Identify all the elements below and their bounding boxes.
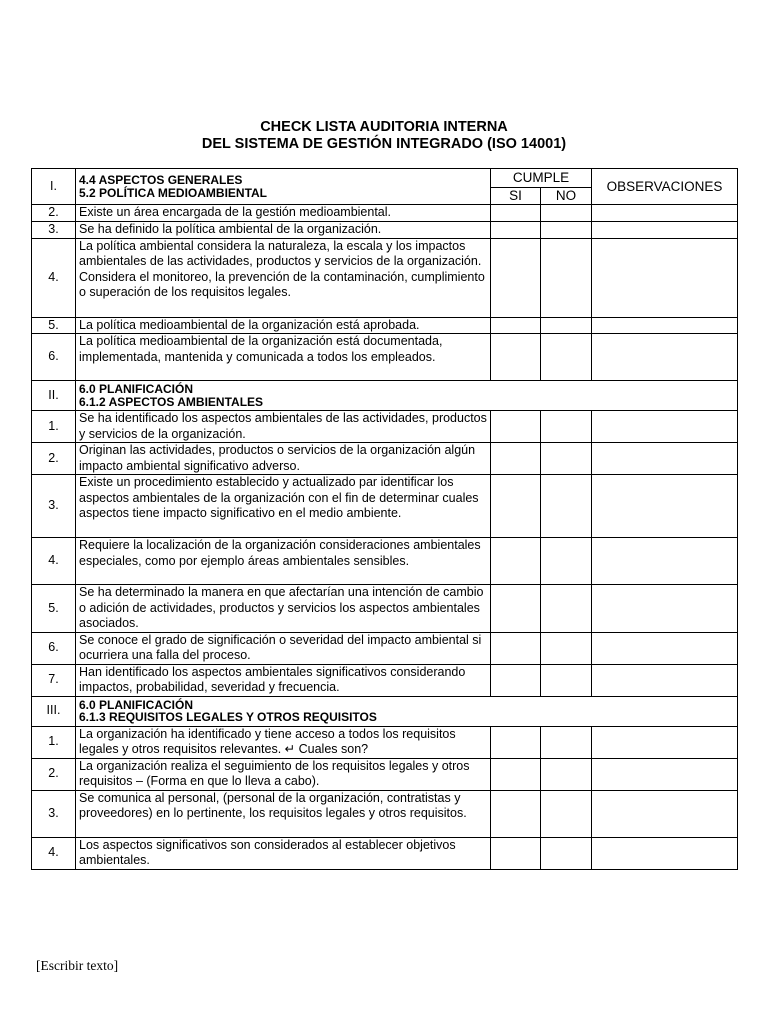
item-number: 3. [32,222,76,239]
no-cell[interactable] [541,205,592,222]
cumple-header: CUMPLE [491,169,592,188]
observaciones-cell[interactable] [592,664,738,696]
checklist-row [32,334,738,381]
footer-placeholder-text: [Escribir texto] [36,958,119,973]
item-question: Han identificado los aspectos ambientales significativos considerando impactos, probabilidad, severidad y frecuencia. [76,664,491,696]
item-question: Se conoce el grado de significación o severidad del impacto ambiental si ocurriera una falla del proceso. [76,632,491,664]
item-number: 4. [32,538,76,585]
item-question: Existe un procedimiento establecido y actualizado par identificar los aspectos ambientales de la organización con el fin de determinar cuales aspectos tiene impacto significativo en el medio ambiente. [76,475,491,538]
checklist-row [32,317,738,334]
item-question: Se ha determinado la manera en que afectarían una intención de cambio o adición de actividades, productos y servicios los aspectos ambientales asociados. [76,585,491,633]
section-title-cell [76,696,738,726]
checklist-row [32,222,738,239]
si-cell[interactable] [491,632,541,664]
item-question: Se ha definido la política ambiental de la organización. [76,222,491,239]
checklist-row [32,837,738,869]
no-cell[interactable] [541,475,592,538]
checklist-row [32,411,738,443]
item-number: 3. [32,790,76,837]
item-question: Los aspectos significativos son considerados al establecer objetivos ambientales. [76,837,491,869]
si-cell[interactable] [491,837,541,869]
observaciones-cell[interactable] [592,411,738,443]
observaciones-cell[interactable] [592,632,738,664]
checklist-row [32,585,738,633]
item-number: 6. [32,632,76,664]
checklist-row [32,664,738,696]
audit-checklist-table [31,168,738,870]
checklist-row [32,538,738,585]
si-cell[interactable] [491,664,541,696]
no-cell[interactable] [541,837,592,869]
observaciones-header: OBSERVACIONES [592,169,738,205]
item-number: 2. [32,443,76,475]
no-header: NO [541,188,592,205]
item-question: La organización ha identificado y tiene acceso a todos los requisitos legales y otros requisitos relevantes. ↵ Cuales son? [76,726,491,758]
section-row [32,381,738,411]
si-cell[interactable] [491,475,541,538]
observaciones-cell[interactable] [592,443,738,475]
item-number: 2. [32,758,76,790]
item-question: Se comunica al personal, (personal de la organización, contratistas y proveedores) en lo pertinente, los requisitos legales y otros requisitos. [76,790,491,837]
no-cell[interactable] [541,726,592,758]
checklist-row [32,205,738,222]
item-number: 2. [32,205,76,222]
checklist-row [32,726,738,758]
item-question: Existe un área encargada de la gestión medioambiental. [76,205,491,222]
item-question: La organización realiza el seguimiento de los requisitos legales y otros requisitos – (Forma en que lo lleva a cabo). [76,758,491,790]
section-title-line-1: 6.0 PLANIFICACIÓN [79,697,194,712]
section-title-cell [76,381,738,411]
observaciones-cell[interactable] [592,837,738,869]
section-numeral: II. [32,381,76,411]
item-number: 7. [32,664,76,696]
si-header: SI [491,188,541,205]
si-cell[interactable] [491,726,541,758]
item-number: 5. [32,317,76,334]
observaciones-cell[interactable] [592,790,738,837]
checklist-row [32,443,738,475]
no-cell[interactable] [541,317,592,334]
no-cell[interactable] [541,334,592,381]
item-question: Requiere la localización de la organización consideraciones ambientales especiales, como por ejemplo áreas ambientales sensibles. [76,538,491,585]
si-cell[interactable] [491,238,541,317]
item-number: 1. [32,726,76,758]
section-title-line-2: 5.2 POLÍTICA MEDIOAMBIENTAL [79,185,268,200]
si-cell[interactable] [491,538,541,585]
no-cell[interactable] [541,411,592,443]
item-question: La política medioambiental de la organización está documentada, implementada, mantenida y comunicada a todos los empleados. [76,334,491,381]
observaciones-cell[interactable] [592,334,738,381]
no-cell[interactable] [541,664,592,696]
item-question: Originan las actividades, productos o servicios de la organización algún impacto ambiental significativo adverso. [76,443,491,475]
observaciones-cell[interactable] [592,585,738,633]
section-title-line-2: 6.1.3 REQUISITOS LEGALES Y OTROS REQUISITOS [79,710,377,724]
no-cell[interactable] [541,222,592,239]
checklist-row [32,632,738,664]
si-cell[interactable] [491,205,541,222]
checklist-row [32,238,738,317]
section-title-line-2: 6.1.2 ASPECTOS AMBIENTALES [79,394,264,409]
item-question: Se ha identificado los aspectos ambientales de las actividades, productos y servicios de la organización. [76,411,491,443]
si-cell[interactable] [491,411,541,443]
item-number: 5. [32,585,76,633]
checklist-row [32,475,738,538]
section-numeral: I. [32,169,76,205]
observaciones-cell[interactable] [592,205,738,222]
section-title-cell [76,169,491,205]
document-title-line-2: DEL SISTEMA DE GESTIÓN INTEGRADO (ISO 14001) [201,136,567,152]
observaciones-cell[interactable] [592,726,738,758]
no-cell[interactable] [541,443,592,475]
si-cell[interactable] [491,443,541,475]
no-cell[interactable] [541,238,592,317]
section-row [32,696,738,726]
observaciones-cell[interactable] [592,475,738,538]
header-row [32,169,738,188]
item-number: 6. [32,334,76,381]
no-cell[interactable] [541,632,592,664]
checklist-row [32,790,738,837]
no-cell[interactable] [541,790,592,837]
item-question: La política medioambiental de la organización está aprobada. [76,317,491,334]
si-cell[interactable] [491,222,541,239]
observaciones-cell[interactable] [592,538,738,585]
observaciones-cell[interactable] [592,238,738,317]
no-cell[interactable] [541,585,592,633]
si-cell[interactable] [491,790,541,837]
si-cell[interactable] [491,585,541,633]
document-title-line-1: CHECK LISTA AUDITORIA INTERNA [260,119,508,135]
section-numeral: III. [32,696,76,726]
si-cell[interactable] [491,334,541,381]
observaciones-cell[interactable] [592,222,738,239]
item-question: La política ambiental considera la naturaleza, la escala y los impactos ambientales de las actividades, productos y servicios de la organización. Considera el monitoreo, la prevención de la contaminación, cumplimiento o superación de los requisitos legales. [76,238,491,317]
item-number: 1. [32,411,76,443]
checklist-row [32,758,738,790]
section-title-line-1: 4.4 ASPECTOS GENERALES [79,173,243,187]
item-number: 3. [32,475,76,538]
item-number: 4. [32,837,76,869]
observaciones-cell[interactable] [592,317,738,334]
si-cell[interactable] [491,317,541,334]
observaciones-cell[interactable] [592,758,738,790]
section-title-line-1: 6.0 PLANIFICACIÓN [79,382,194,396]
no-cell[interactable] [541,538,592,585]
no-cell[interactable] [541,758,592,790]
item-number: 4. [32,238,76,317]
si-cell[interactable] [491,758,541,790]
